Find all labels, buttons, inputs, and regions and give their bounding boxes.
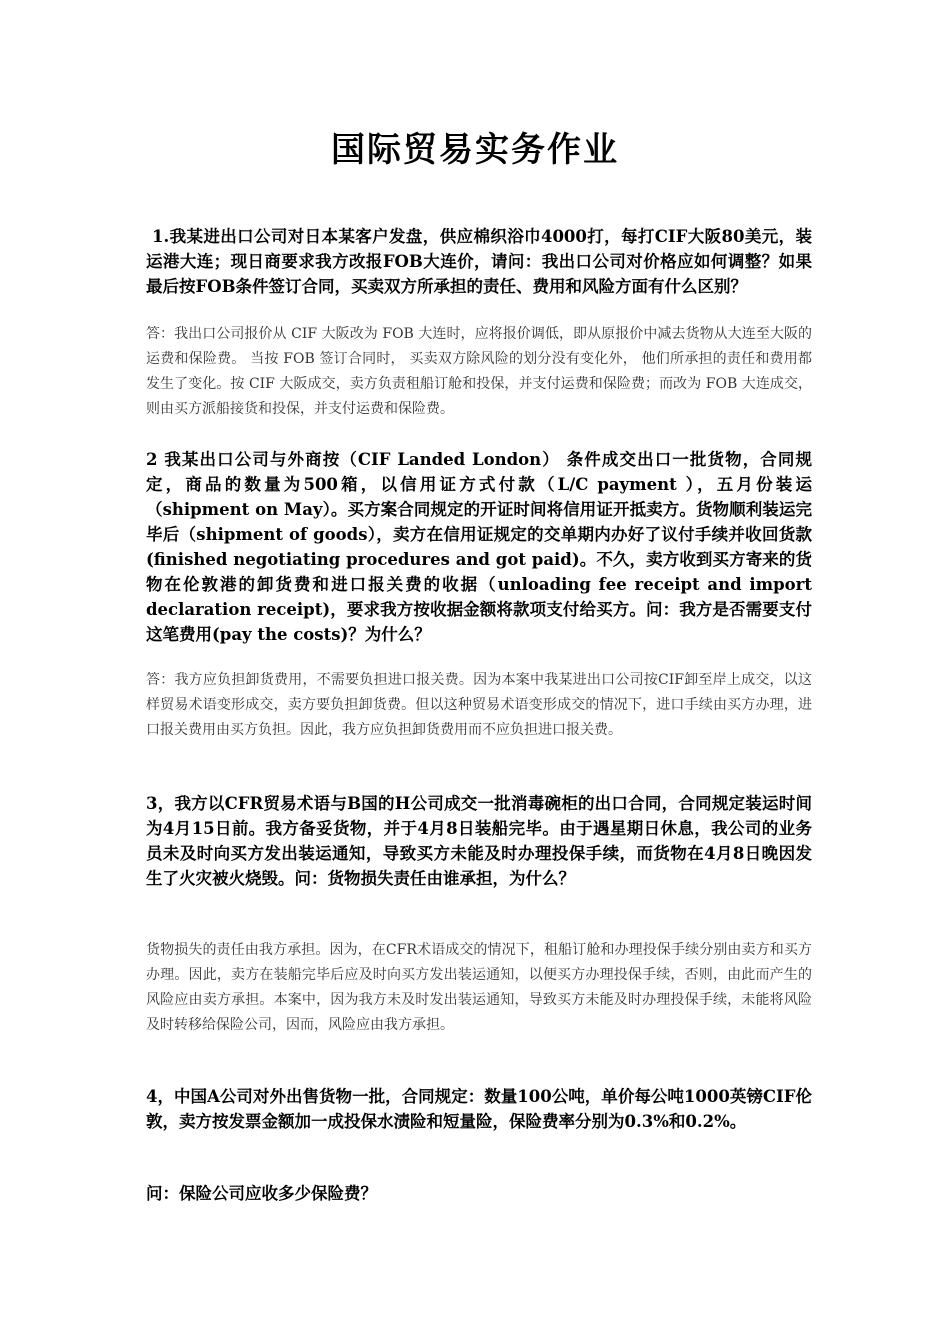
question-2: 2 我某出口公司与外商按（CIF Landed London） 条件成交出口一批货物，合同规定，商品的数量为500箱，以信用证方式付款（L/C payment ），五月份装运（shipment on May）。买方案合同规定的开证时间将信用证开抵卖方。货物顺利装运完毕后（shipment of goods），卖方在信用证规定的交单期内办好了议付手续并收回货款(finished negotiating procedures and got paid)。不久，卖方收到买方寄来的货物在伦敦港的卸货费和进口报关费的收据（unloading fee receipt and import declaration receipt)，要求我方按收据金额将款项支付给买方。问：我方是否需要支付这笔费用(pay the costs)？为什么？ [146,450,812,644]
answer-1: 答：我出口公司报价从 CIF 大阪改为 FOB 大连时，应将报价调低，即从原报价中减去货物从大连至大阪的运费和保险费。 当按 FOB 签订合同时， 买卖双方除风险的划分没有变化外， 他们所承担的责任和费用都 发生了变化。按 CIF 大阪成交，卖方负责租船订舱和投保，并支付运费和保险费；而改为 FOB 大连成交，则由买方派船接货和投保，并支付运费和保险费。 [146,326,812,417]
answer-3: 货物损失的责任由我方承担。因为，在CFR术语成交的情况下，租船订舱和办理投保手续分别由卖方和买方办理。因此，卖方在装船完毕后应及时向买方发出装运通知，以便买方办理投保手续，否则，由此而产生的风险应由卖方承担。本案中，因为我方未及时发出装运通知，导致买方未能及时办理投保手续，未能将风险及时转移给保险公司，因而，风险应由我方承担。 [146,942,812,1033]
question-1: 1.我某进出口公司对日本某客户发盘，供应棉织浴巾4000打，每打CIF大阪80美元，装运港大连；现日商要求我方改报FOB大连价，请问：我出口公司对价格应如何调整？如果最后按FOB条件签订合同，买卖双方所承担的责任、费用和风险方面有什么区别？ [146,227,812,296]
question-4: 4，中国A公司对外出售货物一批，合同规定：数量100公吨，单价每公吨1000英镑CIF伦敦，卖方按发票金额加一成投保水渍险和短量险，保险费率分别为0.3%和0.2%。 [146,1087,812,1131]
question-3: 3，我方以CFR贸易术语与B国的H公司成交一批消毒碗柜的出口合同，合同规定装运时间为4月15日前。我方备妥货物，并于4月8日装船完毕。由于遇星期日休息，我公司的业务员未及时向买方发出装运通知，导致买方未能及时办理投保手续，而货物在4月8日晚因发生了火灾被火烧毁。问：货物损失责任由谁承担，为什么？ [146,794,812,888]
question-4-followup: 问：保险公司应收多少保险费？ [146,1184,377,1203]
document-title: 国际贸易实务作业 [331,130,619,170]
answer-2: 答：我方应负担卸货费用，不需要负担进口报关费。因为本案中我某进出口公司按CIF卸至岸上成交，以这样贸易术语变形成交，卖方要负担卸货费。但以这种贸易术语变形成交的情况下，进口手续由买方办理，进口报关费用由买方负担。因此，我方应负担卸货费用而不应负担进口报关费。 [146,672,812,738]
